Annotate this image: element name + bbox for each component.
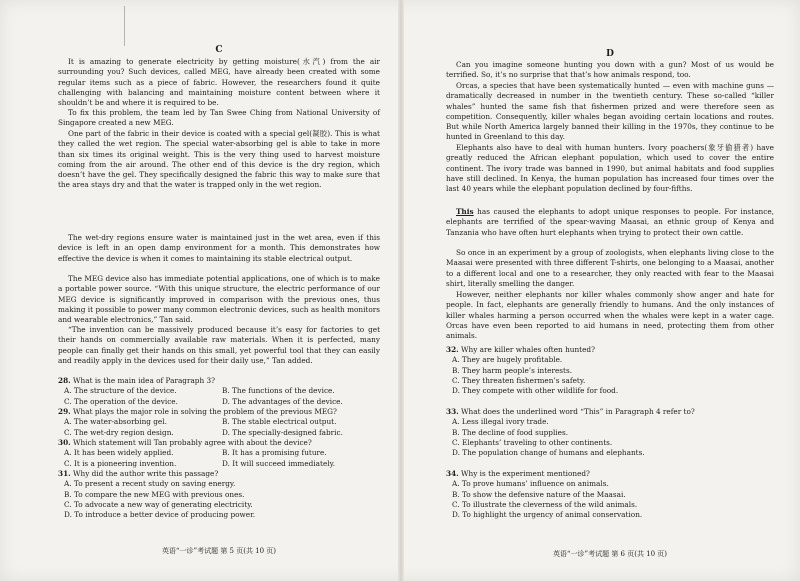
- option-c[interactable]: C. Elephants’ traveling to other continents.: [452, 437, 613, 447]
- passage-d-paragraph-1: Can you imagine someone hunting you down with a gun? Most of us would be terrified. So, it’s no surprise that that’s how animals respond, too.: [446, 60, 774, 80]
- option-d[interactable]: D. To highlight the urgency of animal conservation.: [452, 510, 643, 520]
- option-c[interactable]: C. They threaten fishermen’s safety.: [452, 375, 586, 385]
- option-b[interactable]: B. They harm people’s interests.: [452, 365, 573, 375]
- passage-d-paragraph-2: Orcas, a species that have been systematically hunted — even with machine guns — dramatically decreased in number in the twentieth century. These so-called “killer whales” hunted the same fish that fishermen prized and were therefore seen as competition. Consequently, killer whales began avoiding certain locations and routes. But while North America largely banned their killing in the 1970s, they continue to be hunted in Greenland to this day.: [446, 81, 774, 142]
- page-fold: [398, 0, 404, 581]
- passage-c-paragraph-4: The wet-dry regions ensure water is maintained just in the wet area, even if this device is left in an open damp environment for a month. This demonstrates how effective the device is when it comes to maintaining its stable electrical output.: [58, 233, 380, 263]
- underlined-word: This: [456, 207, 474, 216]
- option-a[interactable]: A. To prove humans’ influence on animals.: [452, 479, 609, 489]
- option-d[interactable]: D. To introduce a better device of producing power.: [64, 510, 256, 520]
- question-number: 33.: [446, 407, 459, 416]
- passage-c-title: C: [215, 45, 223, 55]
- question-stem: Why are killer whales often hunted?: [461, 345, 596, 354]
- passage-d-paragraph-4: [446, 207, 774, 238]
- question-30: [58, 438, 380, 469]
- question-stem: Why is the experiment mentioned?: [461, 469, 590, 478]
- question-stem: Why did the author write this passage?: [73, 469, 219, 478]
- option-b[interactable]: B. The functions of the device.: [222, 386, 335, 396]
- page-footer: 英语“一诊”考试题 第 5 页(共 10 页): [161, 547, 277, 555]
- passage-c-paragraph-2: To fix this problem, the team led by Tan Swee Ching from National University of Singapore created a new MEG.: [58, 108, 380, 128]
- question-number: 34.: [446, 469, 459, 478]
- question-stem: What is the main idea of Paragraph 3?: [73, 376, 216, 385]
- option-c[interactable]: C. The operation of the device.: [64, 396, 178, 406]
- option-d[interactable]: D. The population change of humans and elephants.: [452, 448, 645, 458]
- question-34: [446, 469, 774, 520]
- question-33: [446, 407, 774, 458]
- question-number: 32.: [446, 345, 459, 354]
- passage-d-title: D: [606, 49, 614, 59]
- option-c[interactable]: C. The wet-dry region design.: [64, 427, 174, 437]
- passage-c-paragraph-1: It is amazing to generate electricity by getting moisture(水汽) from the air surrounding you? Such devices, called MEG, have already been created with some regular items such as a piece of fabric. However, the researchers found it quite challenging with balancing and maintaining moisture content between where it shouldn’t be and where it is required to be.: [58, 57, 380, 108]
- option-a[interactable]: A. The water-absorbing gel.: [64, 417, 167, 427]
- question-31: [58, 469, 380, 520]
- option-a[interactable]: A. It has been widely applied.: [64, 448, 174, 458]
- option-b[interactable]: B. It has a promising future.: [222, 448, 327, 458]
- option-b[interactable]: B. The decline of food supplies.: [452, 427, 569, 437]
- option-c[interactable]: C. It is a pioneering invention.: [64, 458, 177, 468]
- passage-d-paragraph-3: Elephants also have to deal with human hunters. Ivory poachers(象牙偷猎者) have greatly reduced the African elephant population, which used to cover the entire continent. The ivory trade was banned in 1990, but animal habitats and food supplies have still declined. In Kenya, the human population has increased four times over the last 40 years while the elephant population declined by four-fifths.: [446, 143, 774, 194]
- option-d[interactable]: D. They compete with other wildlife for food.: [452, 386, 619, 396]
- question-number: 31.: [58, 469, 71, 478]
- option-a[interactable]: A. Less illegal ivory trade.: [452, 417, 549, 427]
- option-d[interactable]: D. The advantages of the device.: [222, 396, 343, 406]
- question-stem: What does the underlined word “This” in Paragraph 4 refer to?: [461, 407, 695, 416]
- page-footer: 英语“一诊”考试题 第 6 页(共 10 页): [552, 550, 668, 558]
- passage-c-paragraph-3: One part of the fabric in their device is coated with a special gel(凝胶). This is what they called the wet region. The special water-absorbing gel is able to take in more than six times its original weight. This is the very thing used to harvest moisture coming from the air around. The other end of this device is the dry region, which doesn’t have the gel. They specifically designed the fabric this way to make sure that the area stays dry and that the water is trapped only in the wet region.: [58, 129, 380, 190]
- pen-mark: [124, 6, 133, 46]
- paragraph-4-rest: has caused the elephants to adopt unique responses to people. For instance, elephants are terrified of the spear-waving Maasai, an ethnic group of Kenya and Tanzania who have often hurt elephants when trying to protect their own cattle.: [446, 207, 774, 237]
- option-c[interactable]: C. To illustrate the cleverness of the wild animals.: [452, 499, 638, 509]
- question-29: [58, 407, 380, 438]
- passage-c-paragraph-5: The MEG device also has immediate potential applications, one of which is to make a portable power source. “With this unique structure, the electric performance of our MEG device is significantly improved in comparison with the previous ones, thus making it possible to power many common electronic devices, such as health monitors and wearable electronics,” Tan said.: [58, 274, 380, 325]
- question-number: 28.: [58, 376, 71, 385]
- question-stem: What plays the major role in solving the problem of the previous MEG?: [73, 407, 337, 416]
- option-b[interactable]: B. To show the defensive nature of the Maasai.: [452, 489, 626, 499]
- option-d[interactable]: D. The specially-designed fabric.: [222, 427, 343, 437]
- question-32: [446, 345, 774, 396]
- option-a[interactable]: A. The structure of the device.: [64, 386, 177, 396]
- passage-d-paragraph-5: So once in an experiment by a group of zoologists, when elephants living close to the Maasai were presented with three different T-shirts, one belonging to a Maasai, another to a different local and one to a researcher, they only reacted with fear to the Maasai shirt, literally smelling the danger.: [446, 248, 774, 288]
- passage-c-paragraph-6: “The invention can be massively produced because it’s easy for factories to get their hands on commercially available raw materials. When it is perfected, many people can finally get their hands on this small, yet powerful tool that they can easily and readily apply in the devices used for their daily use,” Tan added.: [58, 325, 380, 365]
- question-number: 30.: [58, 438, 71, 447]
- option-b[interactable]: B. To compare the new MEG with previous ones.: [64, 489, 245, 499]
- option-a[interactable]: A. To present a recent study on saving energy.: [64, 479, 236, 489]
- option-b[interactable]: B. The stable electrical output.: [222, 417, 337, 427]
- question-number: 29.: [58, 407, 71, 416]
- option-a[interactable]: A. They are hugely profitable.: [452, 355, 563, 365]
- option-c[interactable]: C. To advocate a new way of generating electricity.: [64, 499, 253, 509]
- passage-d-paragraph-6: However, neither elephants nor killer whales commonly show anger and hate for people. In fact, elephants are generally friendly to humans. And the only instances of killer whales harming a person occurred when the whales were kept in a water cage. Orcas have even been reported to aid humans in need, protecting them from other animals.: [446, 290, 774, 341]
- question-stem: Which statement will Tan probably agree with about the device?: [73, 438, 312, 447]
- option-d[interactable]: D. It will succeed immediately.: [222, 458, 336, 468]
- question-28: [58, 376, 380, 407]
